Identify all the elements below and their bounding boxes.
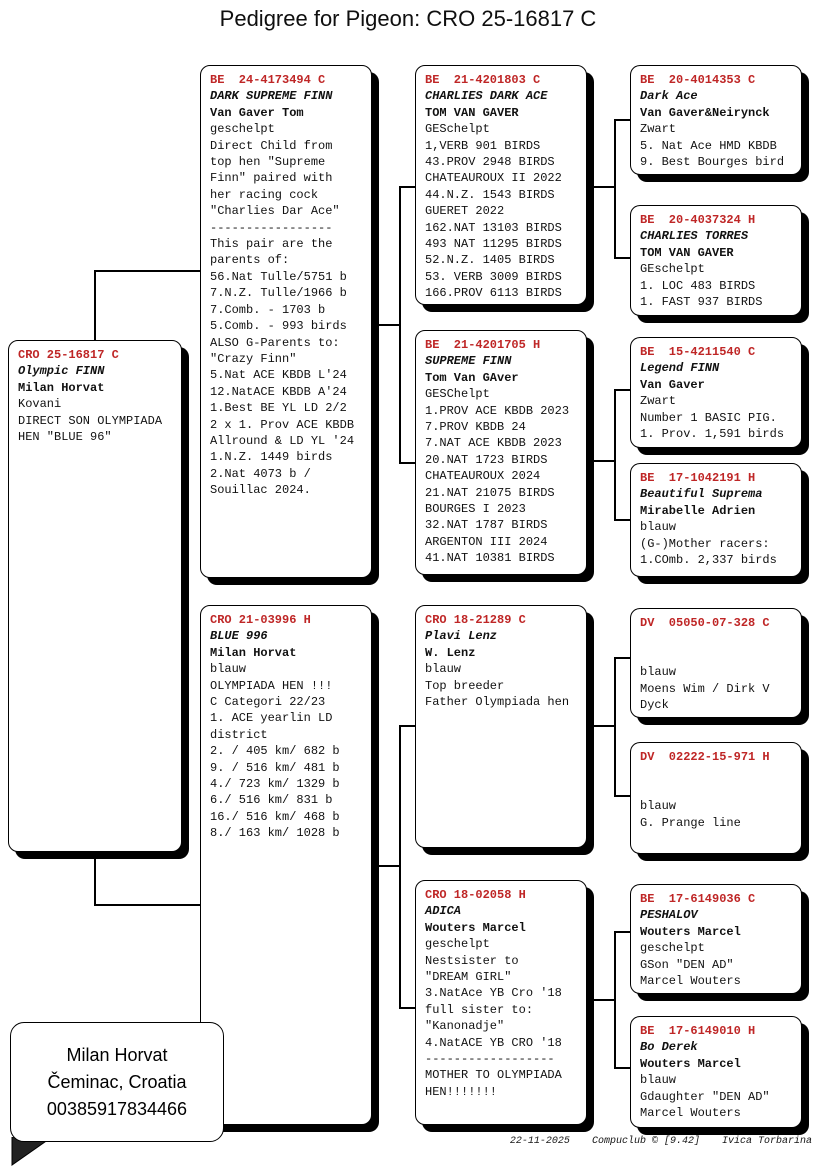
owner-name: Van Gaver — [640, 377, 705, 392]
connector-line — [614, 257, 630, 259]
pigeon-notes: geschelpt Nestsister to "DREAM GIRL" 3.NatAce YB Cro '18 full sister to: "Kanonadje" 4.NatACE YB CRO '18 ------------------ MOTHER TO OLYMPIADA HEN!!!!!!! — [425, 937, 562, 1099]
ring-number: CRO 18-02058 H — [425, 888, 526, 902]
connector-line — [94, 270, 200, 272]
connector-line — [372, 324, 400, 326]
pigeon-notes: blauw Top breeder Father Olympiada hen — [425, 662, 570, 710]
pigeon-notes: Kovani DIRECT SON OLYMPIADA HEN "BLUE 96" — [18, 397, 163, 445]
owner-name: Van Gaver&Neirynck — [640, 105, 770, 120]
pedigree-box-dam-dam-dam — [630, 1016, 802, 1128]
pigeon-name: DARK SUPREME FINN — [210, 89, 333, 104]
ring-number: DV 05050-07-328 C — [640, 616, 770, 630]
pigeon-name: Beautiful Suprema — [640, 487, 763, 502]
connector-line — [399, 725, 415, 727]
connector-line — [94, 270, 96, 340]
pigeon-name: ADICA — [425, 904, 462, 919]
owner-name: Milan Horvat — [18, 380, 105, 395]
pigeon-name: Bo Derek — [640, 1040, 698, 1055]
owner-contact-card — [10, 1022, 224, 1142]
pedigree-box-sire-sire-dam — [630, 205, 802, 316]
contact-name: Milan Horvat — [66, 1044, 168, 1065]
connector-line — [614, 1067, 630, 1069]
owner-name: Tom Van GAver — [425, 370, 519, 385]
pigeon-notes: geschelpt Direct Child from top hen "Supreme Finn" paired with her racing cock "Charlies Dar Ace" ----------------- This pair are the parents of: 56.Nat Tulle/5751 b 7.N.Z. Tulle/1966 b 7.Comb. - 1703 b 5.Comb. - 993 birds ALSO G-Parents to: "Crazy Finn" 5.Nat ACE KBDB L'24 12.NatACE KBDB A'24 1.Best BE YL LD 2/2 2 x 1. Prov ACE KBDB Allround & LD YL '24 1.N.Z. 1449 birds 2.Nat 4073 b / Souillac 2024. — [210, 122, 355, 498]
connector-line — [399, 186, 415, 188]
pigeon-name: Olympic FINN — [18, 364, 105, 379]
connector-line — [587, 186, 615, 188]
pedigree-box-dam-dam — [415, 880, 587, 1125]
pigeon-notes: blauw G. Prange line — [640, 799, 741, 830]
connector-line — [399, 186, 401, 464]
pigeon-name: Dark Ace — [640, 89, 698, 104]
pedigree-box-dam-dam-sire — [630, 884, 802, 994]
ring-number: BE 21-4201705 H — [425, 338, 541, 352]
connector-line — [372, 865, 400, 867]
owner-name: Van Gaver Tom — [210, 105, 304, 120]
connector-line — [587, 999, 615, 1001]
owner-name: TOM VAN GAVER — [425, 105, 519, 120]
pigeon-name: BLUE 996 — [210, 629, 268, 644]
pigeon-name: Plavi Lenz — [425, 629, 498, 644]
ring-number: CRO 18-21289 C — [425, 613, 526, 627]
owner-name: Wouters Marcel — [640, 1056, 741, 1071]
owner-name: Wouters Marcel — [640, 924, 741, 939]
connector-line — [399, 1007, 415, 1009]
connector-line — [614, 519, 630, 521]
pigeon-notes: GEschelpt 1. LOC 483 BIRDS 1. FAST 937 BIRDS — [640, 262, 763, 310]
ring-number: BE 20-4014353 C — [640, 73, 756, 87]
connector-line — [94, 852, 96, 906]
ring-number: BE 21-4201803 C — [425, 73, 541, 87]
contact-location: Čeminac, Croatia — [47, 1071, 187, 1092]
pedigree-box-dam-sire — [415, 605, 587, 848]
pigeon-notes: Zwart Number 1 BASIC PIG. 1. Prov. 1,591 birds — [640, 394, 785, 442]
pedigree-box-dam — [200, 605, 372, 1125]
pigeon-notes: GESChelpt 1.PROV ACE KBDB 2023 7.PROV KBDB 24 7.NAT ACE KBDB 2023 20.NAT 1723 BIRDS CHATEAUROUX 2024 21.NAT 21075 BIRDS BOURGES I 2023 32.NAT 1787 BIRDS ARGENTON III 2024 41.NAT 10381 BIRDS — [425, 387, 570, 566]
pedigree-box-subject — [8, 340, 182, 852]
pedigree-box-sire-dam-sire — [630, 337, 802, 448]
connector-line — [614, 657, 630, 659]
connector-line — [399, 462, 415, 464]
pigeon-name — [640, 765, 793, 781]
owner-name: Wouters Marcel — [425, 920, 526, 935]
ring-number: CRO 25-16817 C — [18, 348, 119, 362]
ring-number: CRO 21-03996 H — [210, 613, 311, 627]
pigeon-notes: Zwart 5. Nat Ace HMD KBDB 9. Best Bourges bird — [640, 122, 785, 170]
connector-line — [614, 795, 630, 797]
connector-line — [399, 725, 401, 1009]
pedigree-box-dam-sire-sire — [630, 608, 802, 718]
ring-number: BE 15-4211540 C — [640, 345, 756, 359]
connector-line — [614, 389, 616, 521]
pedigree-box-sire-dam-dam — [630, 463, 802, 577]
pigeon-name: CHARLIES DARK ACE — [425, 89, 548, 104]
connector-line — [587, 725, 615, 727]
ring-number: BE 24-4173494 C — [210, 73, 326, 87]
pedigree-box-sire-dam — [415, 330, 587, 575]
page-title: Pedigree for Pigeon: CRO 25-16817 C — [219, 6, 597, 31]
owner-name — [640, 648, 793, 664]
ring-number: BE 20-4037324 H — [640, 213, 756, 227]
footer-author: Ivica Torbarina — [721, 1136, 812, 1147]
owner-name: W. Lenz — [425, 645, 476, 660]
connector-line — [94, 904, 200, 906]
pigeon-notes: GESchelpt 1,VERB 901 BIRDS 43.PROV 2948 BIRDS CHATEAUROUX II 2022 44.N.Z. 1543 BIRDS GUERET 2022 162.NAT 13103 BIRDS 493 NAT 11295 BIRDS 52.N.Z. 1405 BIRDS 53. VERB 3009 BIRDS 166.PROV 6113 BIRDS — [425, 122, 562, 301]
pedigree-box-sire — [200, 65, 372, 578]
pigeon-notes: blauw Moens Wim / Dirk V Dyck — [640, 665, 770, 712]
pigeon-notes: blauw OLYMPIADA HEN !!! C Categori 22/23 1. ACE yearlin LD district 2. / 405 km/ 682 b 9. / 516 km/ 481 b 4./ 723 km/ 1329 b 6./ 516 km/ 831 b 16./ 516 km/ 468 b 8./ 163 km/ 1028 b — [210, 662, 340, 841]
pigeon-name — [640, 631, 793, 647]
owner-name — [640, 782, 793, 798]
owner-name: Mirabelle Adrien — [640, 503, 756, 518]
ring-number: BE 17-1042191 H — [640, 471, 756, 485]
pedigree-box-dam-sire-dam — [630, 742, 802, 854]
pigeon-notes: blauw Gdaughter "DEN AD" Marcel Wouters — [640, 1073, 770, 1121]
ring-number: DV 02222-15-971 H — [640, 750, 770, 764]
pigeon-name: SUPREME FINN — [425, 354, 512, 369]
pigeon-notes: geschelpt GSon "DEN AD" Marcel Wouters — [640, 941, 741, 989]
connector-line — [614, 119, 630, 121]
footer-date: 22-11-2025 — [509, 1136, 570, 1147]
pigeon-name: Legend FINN — [640, 361, 720, 376]
ring-number: BE 17-6149036 C — [640, 892, 756, 906]
pedigree-box-sire-sire — [415, 65, 587, 305]
owner-name: TOM VAN GAVER — [640, 245, 734, 260]
connector-line — [614, 931, 616, 1069]
pigeon-name: CHARLIES TORRES — [640, 229, 749, 244]
connector-line — [614, 389, 630, 391]
pigeon-notes: blauw (G-)Mother racers: 1.COmb. 2,337 birds — [640, 520, 777, 568]
connector-line — [614, 657, 616, 797]
footer-software: Compuclub © [9.42] — [591, 1136, 700, 1147]
pigeon-name: PESHALOV — [640, 908, 698, 923]
pedigree-box-sire-sire-sire — [630, 65, 802, 175]
connector-line — [587, 460, 615, 462]
contact-phone: 00385917834466 — [46, 1098, 188, 1119]
connector-line — [614, 119, 616, 259]
ring-number: BE 17-6149010 H — [640, 1024, 756, 1038]
connector-line — [614, 931, 630, 933]
owner-name: Milan Horvat — [210, 645, 297, 660]
